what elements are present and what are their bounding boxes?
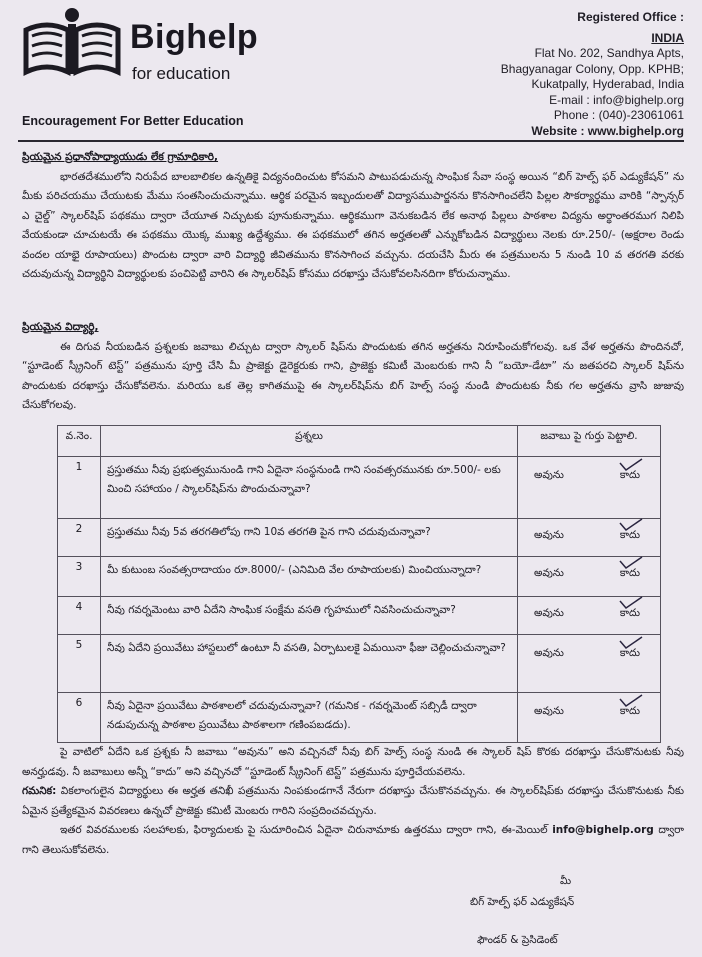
yes-option[interactable]: అవును [534, 647, 564, 659]
eligibility-table [57, 425, 661, 743]
header-divider [18, 140, 684, 142]
answer-cell [518, 693, 661, 743]
disqualification-paragraph: పై వాటిలో ఏదేని ఒక ప్రశ్నకు నీ జవాబు “అవును” అని వచ్చినచో నీవు బిగ్ హెల్ప్ సంస్థ నుండి ఈ స్కాలర్ షిప్ కొరకు దరఖాస్తు చేసుకొనుటకు నీవు అనర్హుడవు. నీ జవాబులు అన్నీ “కాదు” అని వచ్చినచో “స్టూడెంట్ స్క్రీనింగ్ టెస్ట్” పత్రమును పూర్తిచేయవలెను. [22, 746, 684, 778]
office-email: E-mail : info@bighelp.org [549, 92, 684, 107]
row-number: 4 [58, 597, 101, 635]
note-paragraph [22, 782, 684, 821]
header-answer: జవాబు పై గుర్తు పెట్టాలి. [518, 426, 661, 457]
answer-cell [518, 635, 661, 693]
office-website: Website : www.bighelp.org [531, 123, 684, 138]
header-questions: ప్రశ్నలు [101, 426, 518, 457]
table-header-row [58, 426, 661, 457]
row-question: మీ కుటుంబ సంవత్సరాదాయం రూ.8000/- (ఎనిమిది వేల రూపాయలకు) మించియున్నాదా? [101, 557, 518, 597]
registered-office-block [384, 10, 684, 139]
contact-text: ఇతర వివరములకు సలహాలకు, ఫిర్యాదులకు పై సుదూరించిన ఏదైనా చిరునామాకు ఉత్తరము ద్వారా గాని, ఈ-మెయిల్ [60, 824, 553, 836]
letter-closing [22, 743, 684, 860]
no-option[interactable]: కాదు [619, 647, 640, 659]
closing-designation: ఫౌండర్ & ప్రెసిడెంట్ [477, 934, 558, 946]
brand-subtitle: for education [132, 64, 231, 83]
tagline: Encouragement For Better Education [22, 114, 244, 128]
no-option[interactable]: కాదు [619, 567, 640, 579]
closing-yours: మీ [560, 875, 572, 887]
row-number: 3 [58, 557, 101, 597]
bighelp-logo [22, 6, 122, 80]
table-row [58, 597, 661, 635]
contact-paragraph [22, 821, 684, 860]
table-row [58, 693, 661, 743]
office-title: Registered Office : [577, 10, 684, 24]
row-question: నీవు ఏదైనా ప్రయివేటు పాఠశాలలో చదువుచున్నావా? (గమనిక - గవర్నమెంట్ సబ్సిడీ ద్వారా నడుపుచున్న పాఠశాల ప్రయివేటు పాఠశాలగా గణింపబడదు). [101, 693, 518, 743]
row-number: 1 [58, 457, 101, 519]
brand-name: Bighelp [130, 18, 259, 56]
row-question: నీవు గవర్నమెంటు వారి ఏదేని సాంఘిక సంక్షేమ వసతి గృహములో నివసించుచున్నావా? [101, 597, 518, 635]
row-question: నీవు ఏదేని ప్రయివేటు హాస్టలులో ఉంటూ నీ వసతి, ఏర్పాటులకై ఏమయినా ఫీజు చెల్లించుచున్నావా? [101, 635, 518, 693]
office-country: INDIA [651, 30, 684, 45]
table-row [58, 519, 661, 557]
no-option[interactable]: కాదు [619, 469, 640, 481]
no-option[interactable]: కాదు [619, 705, 640, 717]
salutation-student: ప్రియమైన విద్యార్థి, [22, 321, 99, 333]
checkmark-icon [618, 457, 644, 473]
no-option[interactable]: కాదు [619, 607, 640, 619]
contact-text-end: ద్వారా గాని తెలుసుకోవలెను. [22, 824, 684, 856]
closing-organization: బిగ్ హెల్ప్ ఫర్ ఎడ్యుకేషన్ [470, 896, 575, 908]
yes-option[interactable]: అవును [534, 469, 564, 481]
answer-cell [518, 597, 661, 635]
yes-option[interactable]: అవును [534, 705, 564, 717]
table-row [58, 457, 661, 519]
row-number: 5 [58, 635, 101, 693]
row-number: 2 [58, 519, 101, 557]
checkmark-icon [618, 693, 644, 709]
office-address-line: Kukatpally, Hyderabad, India [531, 77, 684, 91]
letter-intro [22, 148, 684, 285]
yes-option[interactable]: అవును [534, 529, 564, 541]
student-section [22, 318, 684, 416]
yes-option[interactable]: అవును [534, 567, 564, 579]
checkmark-icon [618, 595, 644, 611]
checkmark-icon [618, 635, 644, 651]
row-number: 6 [58, 693, 101, 743]
answer-cell [518, 557, 661, 597]
office-address-line: Flat No. 202, Sandhya Apts, [534, 46, 684, 60]
header-serial: వ.నెం. [58, 426, 101, 457]
book-person-logo-icon [22, 6, 122, 80]
note-text: వికలాంగులైన విద్యార్థులు ఈ అర్హత తనిఖీ పత్రమును నింపకుండగానే నేరుగా దరఖాస్తు చేసుకొనవచ్చును. ఈ స్కాలర్‌షిప్‌కు దరఖాస్తు చేసుకొనుటకు నీకు ఏమైన ప్రత్యేకమైన వివరణలు ఉన్నచో ప్రాజెక్టు కమిటీ మెంబరు గారిని సంప్రదించవచ్చును. [22, 785, 684, 817]
contact-email[interactable]: info@bighelp.org [552, 824, 654, 836]
office-address-line: Bhagyanagar Colony, Opp. KPHB; [500, 61, 684, 76]
row-question: ప్రస్తుతము నీవు ప్రభుత్వమునుండి గాని ఏదైనా సంస్థనుండి గాని సంవత్సరమునకు రూ.500/- లకు మించి సహాయం / స్కాలర్‌షిప్‌ను పొందుచున్నావా? [101, 457, 518, 519]
table-row [58, 557, 661, 597]
table-row [58, 635, 661, 693]
office-phone: Phone : (040)-23061061 [553, 108, 684, 122]
answer-cell [518, 457, 661, 519]
checkmark-icon [618, 517, 644, 533]
no-option[interactable]: కాదు [619, 529, 640, 541]
intro-paragraph: భారతదేశములోని నిరుపేద బాలబాలికల ఉన్నతికై విద్యనందించుట కోసమని పాటుపడుచున్న సాంఘిక సేవా సంస్థ అయిన “బిగ్ హెల్ప్ ఫర్ ఎడ్యుకేషన్” ను మీకు పరిచయము చేయుటకు మేము సంతసించుచున్నాము. ఆర్థిక పరమైన ఇబ్బందులతో విద్యాసముపార్జనను కొనసాగించలేని పిల్లల సౌకర్యార్థము వారికి “స్పాన్సర్ ఎ చైల్డ్” స్కాలర్‌షిప్ పథకము ద్వారా చేయూత నిచ్చుటకు పూనుకున్నాము. ఆర్థికముగా వెనుకబడిన లేక అనాథ పిల్లలు పాఠశాల విద్యను అర్థాంతరముగ నిలిపి వేయకుండా చూచుటయే ఈ పథకము యొక్క ముఖ్య ఉద్దేశ్యము. ఈ పథకములో తగిన అర్హతలతో ఎన్నుకోబడిన విద్యార్థులు నెలకు రూ.250/- (అక్షరాల రెండు వందల యాభై రూపాయలు) పొందుట ద్వారా వారి విద్యార్థి జీవితమును కొనసాగించ వచ్చును. దయచేసి మీరు ఈ పత్రములను 5 నుండి 10 వ తరగతి వరకు చదువుచున్న విద్యార్థిని విద్యార్థులకు పంచిపెట్టి వారిని ఈ స్కాలర్‌షిప్ కోసము దరఖాస్తు చేసుకోవలసినదిగా కోరుచున్నాము. [22, 170, 684, 280]
salutation-headmaster: ప్రియమైన ప్రధానోపాధ్యాయుడు లేక గ్రామాధికారి, [22, 151, 219, 163]
answer-cell [518, 519, 661, 557]
yes-option[interactable]: అవును [534, 607, 564, 619]
note-label: గమనిక: [22, 785, 57, 797]
row-question: ప్రస్తుతము నీవు 5వ తరగతిలోపు గాని 10వ తరగతి పైన గాని చదువుచున్నావా? [101, 519, 518, 557]
checkmark-icon [618, 555, 644, 571]
student-paragraph: ఈ దిగువ నీయబడిన ప్రశ్నలకు జవాబు లిచ్చుట ద్వారా స్కాలర్ షిప్‌ను పొందుటకు తగిన అర్హతను నిరూపించుకోగలవు. ఒక వేళ అర్హతను పొందినచో, “స్టూడెంట్ స్క్రీనింగ్ టెస్ట్” పత్రమును పూర్తి చేసి మీ ప్రాజెక్టు డైరెక్టరుకు గాని, ప్రాజెక్టు కమిటీ మెంబరుకు గాని నీ “బయో-డేటా” ను జతపరచి స్కాలర్ షిప్‌ను పొందుటకు దరఖాస్తు చేసుకోవలెను. మరియు ఒక తెల్ల కాగితముపై ఈ స్కాలర్‌షిప్‌ను బిగ్ హెల్ప్ సంస్థ నుండి పొందుటకు నీకు గల అర్హతను వ్రాసి జుజువు చేసుకోగలవు. [22, 340, 684, 411]
